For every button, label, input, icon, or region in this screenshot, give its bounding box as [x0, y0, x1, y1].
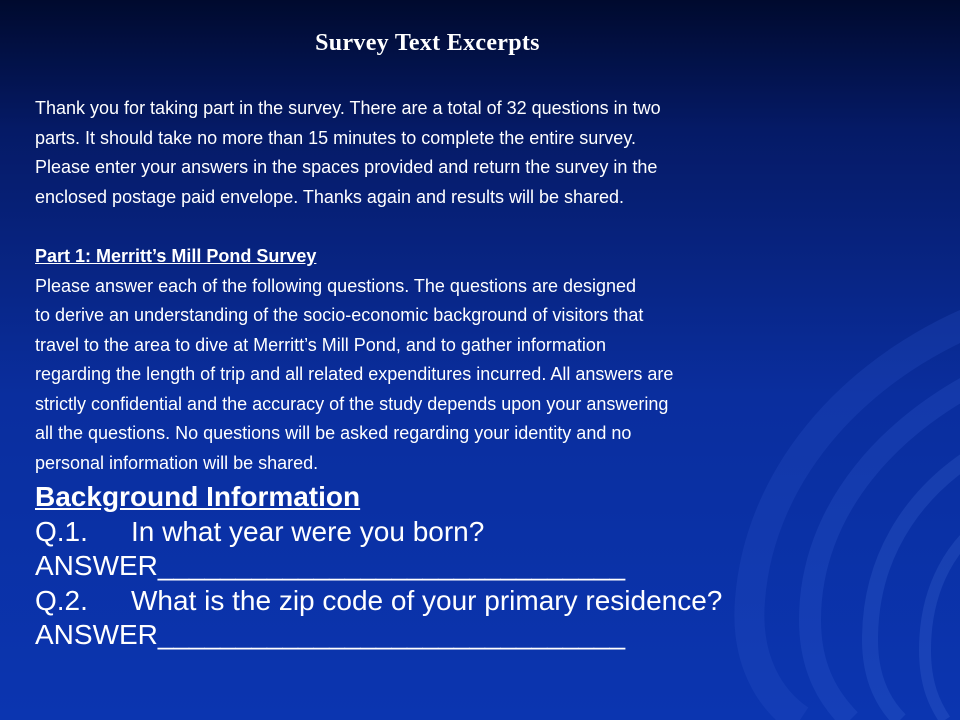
page-title: Survey Text Excerpts: [315, 30, 540, 56]
spacer: [35, 212, 915, 242]
question-row: [35, 515, 915, 550]
intro-line: enclosed postage paid envelope. Thanks again and results will be shared.: [35, 186, 625, 207]
part1-line: Please answer each of the following questions. The questions are designed: [35, 275, 637, 296]
question-number: Q.2.: [35, 584, 88, 616]
survey-text-body: [35, 94, 915, 653]
intro-line: Thank you for taking part in the survey. There are a total of 32 questions in two: [35, 98, 661, 118]
part1-line: strictly confidential and the accuracy of the study depends upon your answering: [35, 393, 669, 414]
part1-paragraph: [35, 272, 915, 479]
intro-line: Please enter your answers in the spaces provided and return the survey in the: [35, 157, 658, 177]
part1-line: travel to the area to dive at Merritt’s Mill Pond, and to gather information: [35, 334, 606, 355]
answer-line: ANSWER______________________________: [35, 619, 626, 650]
part1-line: all the questions. No questions will be asked regarding your identity and no: [35, 423, 632, 443]
background-section: [35, 480, 915, 653]
question-text: In what year were you born?: [131, 515, 485, 547]
intro-paragraph: [35, 94, 915, 212]
part1-line: to derive an understanding of the socio-economic background of visitors that: [35, 305, 644, 325]
question-row: [35, 584, 915, 619]
part1-heading: Part 1: Merritt’s Mill Pond Survey: [35, 246, 317, 266]
answer-line: ANSWER______________________________: [35, 550, 626, 581]
part1-line: personal information will be shared.: [35, 452, 319, 473]
question-number: Q.1.: [35, 515, 88, 547]
background-heading: Background Information: [35, 481, 361, 512]
part1-line: regarding the length of trip and all related expenditures incurred. All answers are: [35, 364, 674, 384]
intro-line: parts. It should take no more than 15 minutes to complete the entire survey.: [35, 127, 636, 148]
question-text: What is the zip code of your primary residence?: [131, 584, 723, 616]
